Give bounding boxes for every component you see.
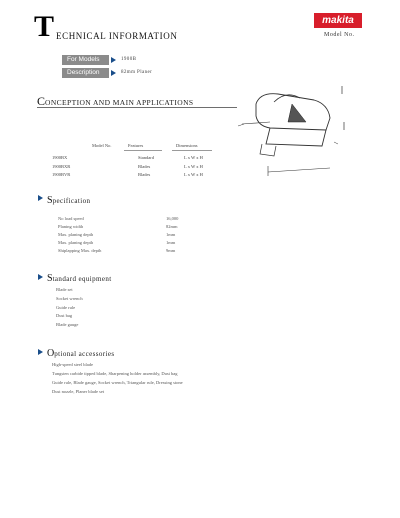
spec-label: Shiplapping Max. depth bbox=[58, 248, 102, 253]
table-cell: 1900BVR bbox=[52, 172, 71, 177]
table-rule bbox=[172, 150, 212, 151]
table-header-features: Features bbox=[128, 143, 144, 148]
model-no-label: Model No. bbox=[324, 32, 355, 38]
table-cell: Blades bbox=[138, 172, 151, 177]
spec-label: Max. planing depth bbox=[58, 232, 94, 237]
table-cell: 1900BX bbox=[52, 155, 68, 160]
section-title: pecification bbox=[52, 197, 91, 205]
planer-illustration bbox=[230, 82, 350, 178]
spec-value: 9mm bbox=[166, 248, 176, 253]
divider bbox=[37, 107, 237, 108]
table-header-dimensions: Dimensions bbox=[176, 143, 198, 148]
list-item: Guide rule, Blade gauge, Socket wrench, Triangular rule, Dressing stone bbox=[52, 380, 183, 385]
table-cell: L x W x H bbox=[184, 155, 203, 160]
table-rule bbox=[124, 150, 162, 151]
brand-logo: makita bbox=[314, 13, 362, 28]
table-cell: L x W x H bbox=[184, 172, 203, 177]
for-models-label: For Models bbox=[62, 55, 109, 65]
list-item: Tungsten carbide tipped blade, Sharpening holder assembly, Dust bag bbox=[52, 371, 178, 376]
spec-label: Planing width bbox=[58, 224, 84, 229]
arrow-icon bbox=[111, 70, 116, 76]
arrow-icon bbox=[38, 349, 43, 355]
section-heading-optional bbox=[47, 343, 115, 361]
spec-value: 1mm bbox=[166, 240, 176, 245]
section-initial: O bbox=[47, 348, 55, 359]
page-title: ECHNICAL INFORMATION bbox=[56, 31, 178, 41]
table-cell: Standard bbox=[138, 155, 154, 160]
arrow-icon bbox=[38, 195, 43, 201]
list-item: Blade gauge bbox=[56, 322, 79, 327]
section-initial: C bbox=[37, 94, 46, 108]
spec-value: 16,000 bbox=[166, 216, 179, 221]
section-initial: S bbox=[47, 273, 53, 284]
spec-value: 1mm bbox=[166, 232, 176, 237]
table-header-model: Model No. bbox=[92, 143, 112, 148]
section-title: tandard equipment bbox=[52, 275, 112, 283]
section-title: ptional accessories bbox=[54, 350, 115, 358]
description-label: Description bbox=[62, 68, 109, 78]
title-initial: T bbox=[34, 10, 55, 43]
arrow-icon bbox=[111, 57, 116, 63]
list-item: Guide rule bbox=[56, 305, 76, 310]
table-cell: 1900BXR bbox=[52, 164, 71, 169]
spec-label: No load speed bbox=[58, 216, 84, 221]
list-item: Blade set bbox=[56, 287, 73, 292]
spec-label: Max. planing depth bbox=[58, 240, 94, 245]
arrow-icon bbox=[38, 274, 43, 280]
spec-value: 82mm bbox=[166, 224, 178, 229]
section-title: ONCEPTION AND MAIN APPLICATIONS bbox=[45, 98, 194, 107]
list-item: Dust bag bbox=[56, 313, 73, 318]
table-cell: L x W x H bbox=[184, 164, 203, 169]
description-value: 82mm Planer bbox=[121, 70, 153, 75]
list-item: Socket wrench bbox=[56, 296, 83, 301]
section-heading-specification bbox=[47, 190, 90, 208]
for-models-value: 1900B bbox=[121, 57, 137, 62]
table-cell: Blades bbox=[138, 164, 151, 169]
list-item: High-speed steel blade bbox=[52, 362, 93, 367]
section-heading-standard bbox=[47, 268, 112, 286]
section-initial: S bbox=[47, 195, 53, 206]
list-item: Dust nozzle, Planer blade set bbox=[52, 389, 105, 394]
